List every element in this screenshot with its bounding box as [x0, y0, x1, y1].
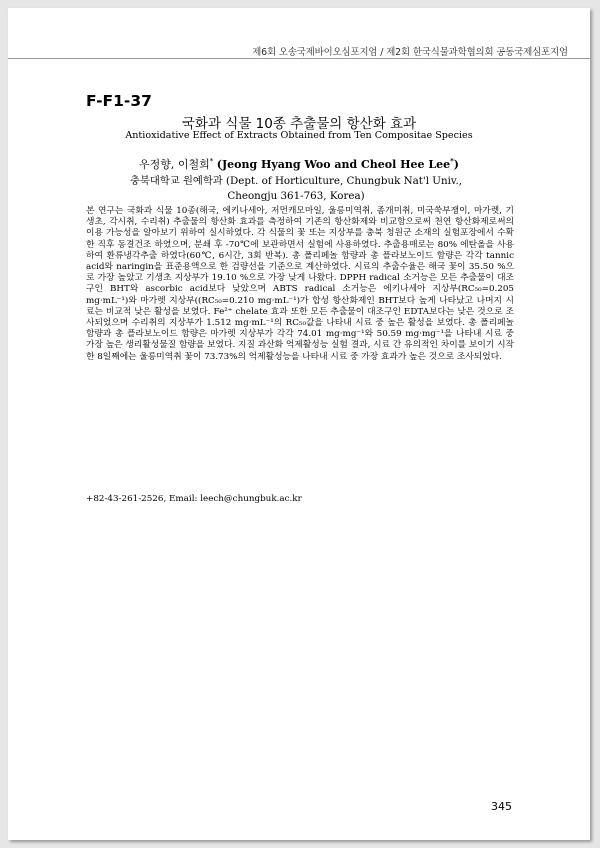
- paper-title-korean: 국화과 식물 10종 추출물의 항산화 효과: [181, 116, 417, 132]
- abstract-body: 본 연구는 국화과 식물 10종(해국, 에키나세아, 저먼캐모마일, 울릉미역취, 좀개미취, 미국쑥부쟁이, 마가렛, 기생초, 각시취, 수리취) 추출물의 항산화 효과를 측정하여 기존의 항산화제와 비교함으로써 천연 항산화제로써의 이용 가능성을 알아보기 위하여 실시하였다. 각 식물의 꽃 또는 지상부를 충북 청원군 소재의 실험포장에서 수확한 직후 동결건조 하였으며, 분쇄 후 -70℃에 보관하면서 실험에 사용하였다. 추출용매로는 80% 에탄올을 사용하여 환류냉각추출 하였다(60℃, 6시간, 3회 반복). 총 폴리페놀 함량과 총 플라보노이드 함량은 각각 tannic acid와 naringin을 표준용액으로 한 검량선을 기준으로 계산하였다. 시료의 추출수율은 해국 꽃이 35.50 %으로 가장 높았고 기생초 지상부가 19.10 %으로 가장 낮게 나왔다. DPPH radical 소거능은 모든 추출물이 대조구인 BHT와 ascorbic acid보다 낮았으며 ABTS radical 소거능은 에키나세아 지상부(RC₅₀=0.205 mg·mL⁻¹)와 마가렛 지상부((RC₅₀=0.210 mg·mL⁻¹)가 합성 항산화제인 BHT보다 높게 나타났고 나머지 시료는 비교적 낮은 활성을 보였다. Fe²⁺ chelate 효과 또한 모든 추출물이 대조구인 EDTA보다는 낮은 것으로 조사되었으며 수리취의 지상부가 1.512 mg·mL⁻¹의 RC₅₀값을 나타내 시료 중 높은 활성을 보였다. 총 폴리페놀 함량과 총 플라보노이드 함량은 마가렛 지상부가 각각 74.01 mg·mg⁻¹와 50.59 mg·mg⁻¹을 나타내 시료 중 가장 높은 생리활성물질 함량을 보였다. 지질 과산화 억제활성능 실험 결과, 시료 간 유의적인 차이를 보이기 시작한 8일째에는 울릉미역취 꽃이 73.73%의 억제활성능을 나타내 시료 중 가장 효과가 높은 것으로 조사되었다.: [86, 206, 514, 362]
- affiliation-korean: 충북대학교 원예학과: [129, 175, 223, 187]
- paper-code: F-F1-37: [86, 92, 152, 110]
- paper-title-english: Antioxidative Effect of Extracts Obtained from Ten Compositae Species: [125, 130, 473, 141]
- affiliation-english: (Dept. of Horticulture, Chungbuk Nat'l Univ., Cheongju 361-763, Korea): [226, 175, 463, 202]
- author-line: [8, 156, 590, 172]
- affiliation: [126, 174, 466, 204]
- contact-info: +82-43-261-2526, Email: leech@chungbuk.ac.kr: [86, 494, 302, 504]
- authors-english: [217, 158, 459, 171]
- page-number: 345: [491, 800, 512, 813]
- page-sheet: [8, 8, 590, 840]
- authors-english-names: (Jeong Hyang Woo and Cheol Hee Lee: [216, 158, 451, 171]
- conference-title: 제6회 오송국제바이오심포지엄 / 제2회 한국식물과학협의회 공동국제심포지엄: [252, 47, 568, 58]
- corresponding-author-mark: *: [209, 157, 214, 166]
- running-header: [8, 30, 590, 59]
- authors-korean: 우정향, 이철희: [139, 158, 210, 171]
- authors-english-close: ): [453, 158, 459, 171]
- corresponding-author-mark-english: *: [450, 156, 454, 166]
